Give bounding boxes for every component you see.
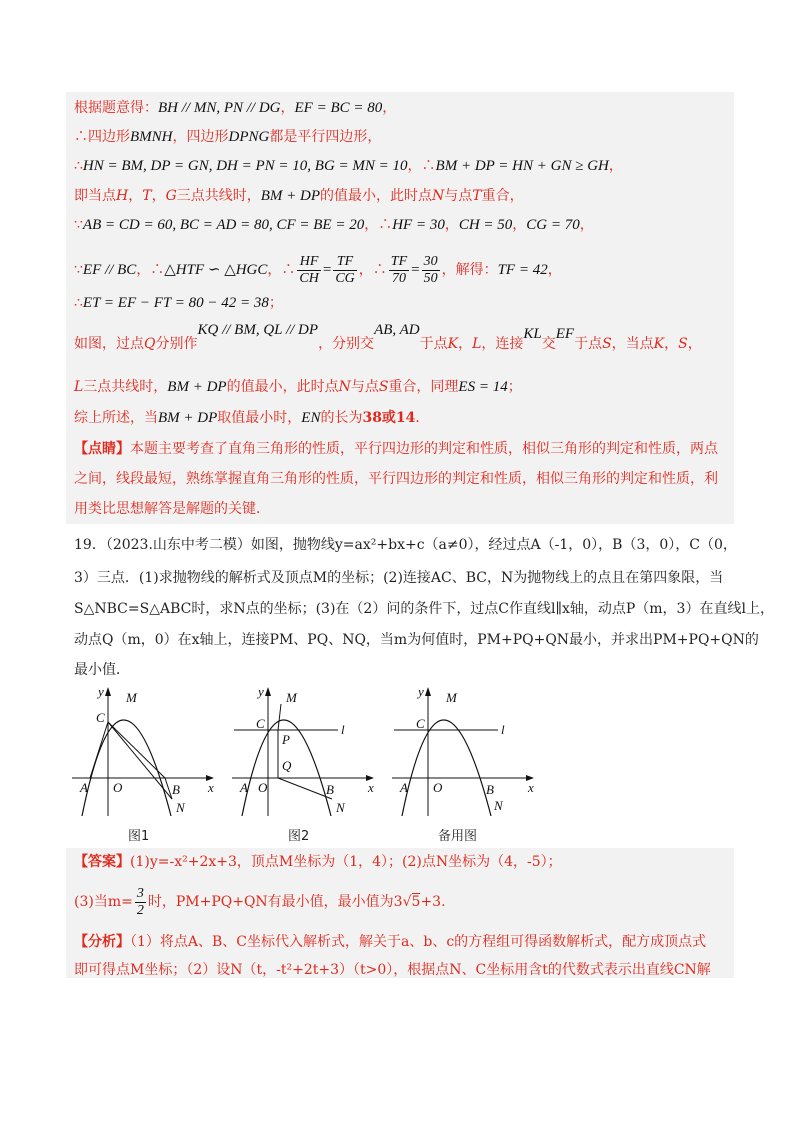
solution-line-5: ∵AB = CD = 60, BC = AD = 80, CF = BE = 20，∴HF = 30，CH = 50，CG = 70， [74, 217, 594, 233]
label-a: A [240, 780, 248, 795]
solution-line-3: ∴HN = BM, DP = GN, DH = PN = 10, BG = MN = 10，∴BM + DP = HN + GN ≥ GH， [74, 158, 623, 174]
label-n: N [494, 798, 503, 813]
parabola [82, 720, 171, 816]
solution-line-1: 根据题意得：BH // MN, PN // DG，EF = BC = 80， [74, 100, 397, 116]
solution-line-9: L三点共线时，BM + DP的值最小，此时点N与点S重合，同理ES = 14； [74, 379, 522, 395]
figure-3-caption: 备用图 [438, 829, 478, 844]
problem-line-5: 最小值． [74, 662, 130, 678]
solution-line-8: 如图，过点Q分别作KQ // BM, QL // DP，分别交AB, AD于点K，L，连接KL交EF于点S，当点K，S， [74, 322, 702, 352]
segment-cb [108, 722, 165, 778]
fraction-hf-ch: $\frac{HF}{CH}$ [299, 253, 319, 286]
sqrt-icon: √ [402, 894, 412, 910]
label-x: x [368, 780, 374, 795]
figure-2 [228, 684, 378, 824]
fraction-30-50: $\frac{30}{50}$ [423, 253, 438, 286]
figure-3 [388, 684, 538, 824]
figure-1 [68, 684, 218, 824]
comment-line-1: 【点睛】本题主要考查了直角三角形的性质，平行四边形的判定和性质，相似三角形的判定和性质，两点 [74, 441, 718, 457]
label-o: O [113, 780, 123, 795]
fraction-tf-cg: $\frac{TF}{CG}$ [335, 253, 355, 286]
label-q: Q [282, 758, 292, 773]
solution-line-6: ∵EF // BC，∴△HTF ∽ △HGC，∴ $\frac{HF}{CH}$ = $\frac{TF}{CG}$ ，∴ $\frac{TF}{70}$ = $\frac{30}{50}$ ，解得：TF = 42， [74, 253, 562, 286]
label-p: P [282, 732, 290, 747]
parabola [402, 720, 491, 816]
label-m: M [446, 690, 457, 705]
label-b: B [486, 782, 494, 797]
label-l: l [341, 722, 345, 737]
problem-line-1: 19．（2023.山东中考二模）如图，抛物线y=ax²+bx+c（a≠0），经过点A（-1，0），B（3，0），C（0， [74, 537, 737, 553]
label-x: x [208, 780, 214, 795]
label-n: N [336, 800, 345, 815]
y-arrow-icon [105, 687, 111, 696]
label-b: B [326, 782, 334, 797]
analysis-line-1: 【分析】（1）将点A、B、C坐标代入解析式，解关于a、b、c的方程组可得函数解析式，配方成顶点式 [74, 934, 707, 950]
problem-line-3: S△NBC=S△ABC时，求N点的坐标；(3)在（2）问的条件下，过点C作直线l∥x轴，动点P（m，3）在直线l上， [74, 601, 774, 617]
comment-line-2: 之间，线段最短，熟练掌握直角三角形的性质，平行四边形的判定和性质，相似三角形的判定和性质，利 [74, 471, 718, 487]
solution-line-10: 综上所述，当BM + DP取值最小时，EN的长为38或14． [74, 410, 430, 426]
label-n: N [176, 800, 185, 815]
label-c: C [96, 710, 105, 725]
label-m: M [286, 690, 297, 705]
figure-2-caption: 图2 [288, 829, 310, 844]
fraction-3-2: $\frac{3}{2}$ [136, 885, 144, 918]
answer-line-2: (3)当m= $\frac{3}{2}$ 时，PM+PQ+QN有最小值，最小值为3√5+3. [74, 885, 446, 918]
label-b: B [172, 782, 180, 797]
label-a: A [80, 780, 88, 795]
label-y: y [98, 684, 104, 699]
label-a: A [400, 780, 408, 795]
fraction-tf-70: $\frac{TF}{70}$ [390, 253, 408, 286]
label-c: C [416, 716, 425, 731]
segment-pm [278, 704, 281, 730]
label-o: O [258, 780, 268, 795]
label-c: C [256, 716, 265, 731]
comment-line-3: 用类比思想解答是解题的关键． [74, 501, 270, 517]
solution-line-4: 即当点H，T，G三点共线时，BM + DP的值最小，此时点N与点T重合， [74, 188, 524, 204]
solution-line-7: ∴ET = EF − FT = 80 − 42 = 38； [74, 295, 283, 311]
solution-line-2: ∴四边形BMNH，四边形DPNG都是平行四边形， [74, 129, 382, 145]
problem-line-2: 3）三点．(1)求抛物线的解析式及顶点M的坐标；(2)连接AC、BC，N为抛物线上的点且在第四象限，当 [74, 570, 724, 586]
label-m: M [126, 690, 137, 705]
label-y: y [418, 684, 424, 699]
problem-line-4: 动点Q（m，0）在x轴上，连接PM、PQ、NQ，当m为何值时，PM+PQ+QN最小，并求出PM+PQ+QN的 [74, 632, 759, 648]
answer-line-1: 【答案】(1)y=-x²+2x+3，顶点M坐标为（1，4）；(2)点N坐标为（4，-5）； [74, 854, 562, 870]
y-arrow-icon [265, 687, 271, 696]
label-x: x [528, 780, 534, 795]
y-arrow-icon [425, 687, 431, 696]
label-o: O [433, 780, 443, 795]
figure-1-caption: 图1 [128, 829, 150, 844]
label-y: y [258, 684, 264, 699]
analysis-line-2: 即可得点M坐标；（2）设N（t，-t²+2t+3）（t>0），根据点N、C坐标用含t的代数式表示出直线CN解 [74, 962, 711, 978]
label-l: l [501, 722, 505, 737]
segment-ac [90, 722, 108, 778]
